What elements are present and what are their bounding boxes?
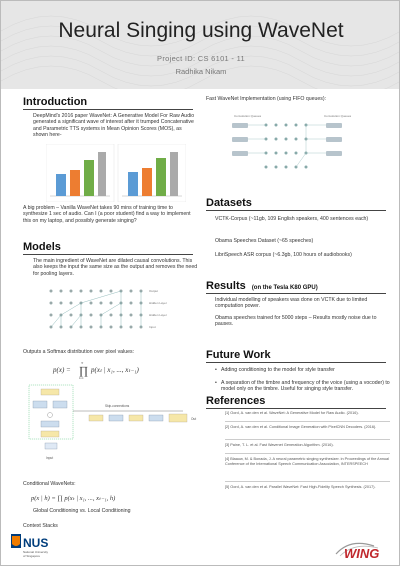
svg-text:∏: ∏ — [79, 365, 89, 377]
conditional-equation — [29, 490, 189, 504]
softmax-text: Outputs a Softmax distribution over pixel values: — [23, 349, 135, 355]
dataset-item-librispeech: LibriSpeech ASR corpus (~6.3gb, 100 hours of audiobooks) — [215, 252, 352, 258]
models-paragraph: The main ingredient of WaveNet are dilated causal convolutions. This also keeps the input the same size as the output and removes the need for pooling layers. — [33, 258, 198, 277]
svg-text:Input: Input — [149, 325, 156, 329]
poster-title: Neural Singing using WaveNet — [58, 19, 344, 42]
svg-text:Convolution Queues: Convolution Queues — [324, 114, 352, 118]
poster-header — [1, 1, 400, 89]
svg-text:WING: WING — [344, 546, 380, 560]
svg-text:p(xₜ | x₁, ..., xₜ₋₁): p(xₜ | x₁, ..., xₜ₋₁) — [91, 366, 139, 374]
results-item-2: Obama speeches trained for 5000 steps – Results mostly noise due to pauses. — [215, 315, 377, 328]
svg-text:Convolution Queues: Convolution Queues — [234, 114, 262, 118]
fast-wavenet-diagram — [226, 109, 376, 187]
reference-divider — [225, 439, 390, 440]
global-local-text: Global Conditioning vs. Local Conditioning — [33, 508, 131, 514]
future-work-underline — [206, 362, 386, 363]
results-gpu-note: (on the Tesla K80 GPU) — [251, 285, 318, 291]
svg-text:Out: Out — [191, 417, 197, 421]
svg-text:Skip-connections: Skip-connections — [105, 404, 130, 408]
wing-logo — [334, 536, 390, 560]
reference-divider — [225, 453, 390, 454]
intro-underline — [23, 109, 193, 110]
reference-1: [1] Oord, A. van den et al. WaveNet: A Generative Model for Raw Audio. (2016). — [225, 411, 359, 415]
reference-2: [2] Oord, A. van den et al. Conditional Image Generation with PixelCNN Decoders. (2016). — [225, 425, 377, 429]
reference-divider — [225, 421, 390, 422]
svg-text:Output: Output — [149, 289, 159, 293]
mos-bar-charts — [46, 144, 186, 202]
svg-text:National University: National University — [23, 550, 49, 554]
residual-block-diagram — [23, 381, 198, 463]
references-heading: References — [206, 395, 266, 407]
models-underline — [23, 254, 193, 255]
svg-text:NUS: NUS — [23, 536, 49, 550]
softmax-equation — [51, 358, 171, 380]
author-name: Radhika Nikam — [175, 67, 227, 76]
nus-logo — [11, 532, 59, 560]
svg-text:p(x) =: p(x) = — [53, 366, 71, 374]
results-underline — [206, 293, 386, 294]
svg-text:p(x | h) = ∏ p(xₜ | x₁, ..., x: p(x | h) = ∏ p(xₜ | x₁, ..., xₜ₋₁, h) — [31, 495, 116, 502]
conditional-wavenets-label: Conditional WaveNets: — [23, 481, 76, 487]
svg-text:Hidden Layer: Hidden Layer — [149, 301, 167, 305]
datasets-underline — [206, 210, 386, 211]
results-heading — [206, 280, 318, 292]
intro-paragraph-1: DeepMind's 2016 paper WaveNet: A Generative Model For Raw Audio generated a significant wave of interest after it trumped Concatenative and Parametric TTS systems in Mean Opinion Scores (MOS), as shown here- — [33, 113, 195, 138]
dataset-item-obama: Obama Speeches Dataset (~65 speeches) — [215, 238, 314, 244]
reference-3: [3] Paine, T. L. et al. Fast Wavenet Generation Algorithm. (2016). — [225, 443, 334, 447]
future-work-heading: Future Work — [206, 349, 271, 361]
datasets-heading: Datasets — [206, 197, 252, 209]
reference-4: [4] Blaauw, M. & Bonada, J. A neural parametric singing synthesizer. in Proceedings of the Annual Conference of the International Speech Communication Association, INTERSPEECH — [225, 457, 389, 466]
svg-text:t=1: t=1 — [79, 376, 84, 380]
models-heading: Models — [23, 241, 61, 253]
svg-text:Input: Input — [46, 456, 54, 460]
future-item-1: • Adding conditioning to the model for style transfer — [221, 367, 391, 373]
dataset-item-vctk: VCTK-Corpus (~11gb, 109 English speakers, 400 sentences each) — [215, 216, 369, 222]
reference-divider — [225, 481, 390, 482]
context-stacks-text: Context Stacks — [23, 523, 58, 529]
fast-wavenet-title: Fast WaveNet Implementation (using FIFO queues): — [206, 96, 327, 102]
dilated-convolution-diagram — [41, 281, 181, 341]
results-title: Results — [206, 280, 246, 292]
intro-paragraph-2: A big problem – Vanilla WaveNet takes 90 mins of training time to synthesize 1 sec of audio. Can I (a poor student) find a way to implement this on my laptop, and possibly generate singing? — [23, 205, 191, 224]
results-item-1: Individual modelling of speakers was done on VCTK due to limited computation power. — [215, 297, 368, 310]
svg-text:of Singapore: of Singapore — [23, 554, 41, 558]
reference-5: [5] Oord, A. van den et al. Parallel WaveNet: Fast High-Fidelity Speech Synthesis. (2017). — [225, 485, 376, 489]
svg-text:Hidden Layer: Hidden Layer — [149, 313, 167, 317]
references-underline — [206, 408, 386, 409]
intro-heading: Introduction — [23, 96, 88, 108]
project-id: Project ID: CS 6101 - 11 — [157, 54, 245, 63]
svg-text:T: T — [81, 361, 84, 365]
future-item-2: • A separation of the timbre and frequency of the voice (using a vocoder) to model only on the timbre. Useful for singing style transfer. — [221, 380, 391, 393]
